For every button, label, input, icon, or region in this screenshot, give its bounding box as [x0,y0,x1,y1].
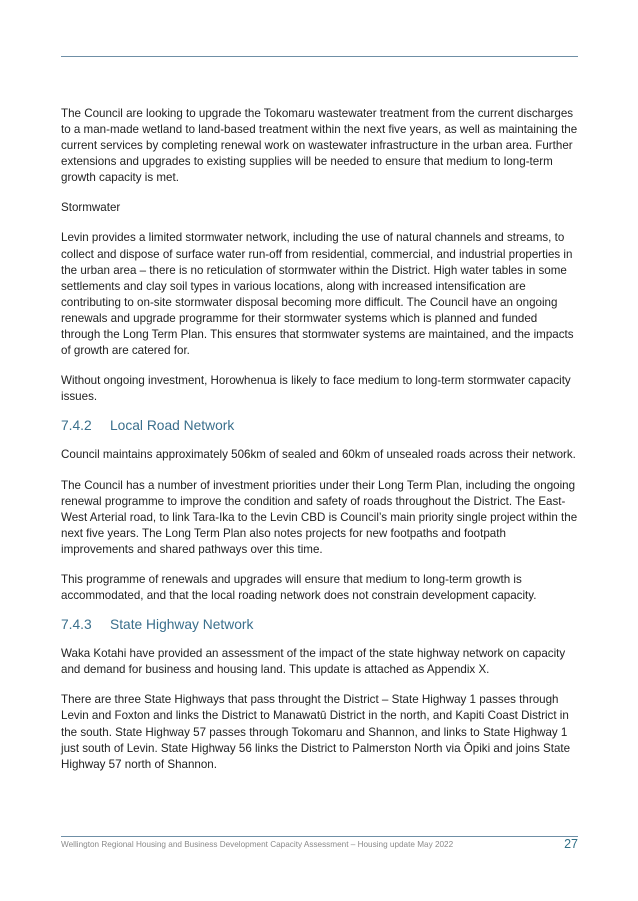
stormwater-paragraph-2: Without ongoing investment, Horowhenua is likely to face medium to long-term stormwater capacity issues. [61,374,571,404]
road-paragraph-3: This programme of renewals and upgrades will ensure that medium to long-term growth is accommodated, and that the local roading network does not constrain development capacity. [61,572,537,603]
road-paragraph-1: Council maintains approximately 506km of sealed and 60km of unsealed roads across their network. [61,448,576,462]
section-heading-state-highway [61,616,579,634]
section-title: Local Road Network [110,418,235,434]
page-number: 27 [564,837,578,851]
footer-text: Wellington Regional Housing and Business Development Capacity Assessment – Housing update May 2022 [61,840,454,849]
section-number: 7.4.3 [61,617,92,633]
section-heading-local-road [61,417,579,435]
highway-paragraph-2: There are three State Highways that pass throught the District – State Highway 1 passes through Levin and Foxton and links the District to Manawatū District in the north, and Kapiti Coast District in the south. State Highway 57 passes through Tokomaru and Shannon, and links to State Highway 1 just south of Levin. State Highway 56 links the District to Palmerston North via Ōpiki and joins State Highway 57 north of Shannon. [61,693,571,771]
footer-rule [61,836,578,837]
section-title: State Highway Network [110,617,254,633]
header-rule [61,56,578,57]
section-number: 7.4.2 [61,418,92,434]
stormwater-subheading: Stormwater [61,201,121,215]
road-paragraph-2: The Council has a number of investment priorities under their Long Term Plan, including the ongoing renewal programme to improve the condition and safety of roads throughout the District. The East-West Arterial road, to link Tara-Ika to the Levin CBD is Council’s main priority single project within the next five years. The Long Term Plan also notes projects for new footpaths and footpath improvements and shared pathways over this time. [61,478,578,556]
page-content [61,106,579,773]
stormwater-paragraph-1: Levin provides a limited stormwater network, including the use of natural channels and streams, to collect and dispose of surface water run-off from residential, commercial, and industrial properties in the urban area – there is no reticulation of stormwater within the District. High water tables in some settlements and clay soil types in various locations, along with increased intensification are contributing to on-site stormwater disposal becoming more difficult. The Council have an ongoing renewals and upgrade programme for their stormwater systems which is planned and funded through the Long Term Plan. This ensures that stormwater systems are maintained, and the impacts of growth are catered for. [61,231,574,358]
wastewater-paragraph: The Council are looking to upgrade the Tokomaru wastewater treatment from the current discharges to a man-made wetland to land-based treatment within the next five years, as well as maintaining the current services by completing renewal work on wastewater infrastructure in the urban area. Further extensions and upgrades to existing supplies will be needed to ensure that medium to long-term growth capacity is met. [61,107,578,185]
highway-paragraph-1: Waka Kotahi have provided an assessment of the impact of the state highway network on capacity and demand for business and housing land. This update is attached as Appendix X. [61,647,566,677]
